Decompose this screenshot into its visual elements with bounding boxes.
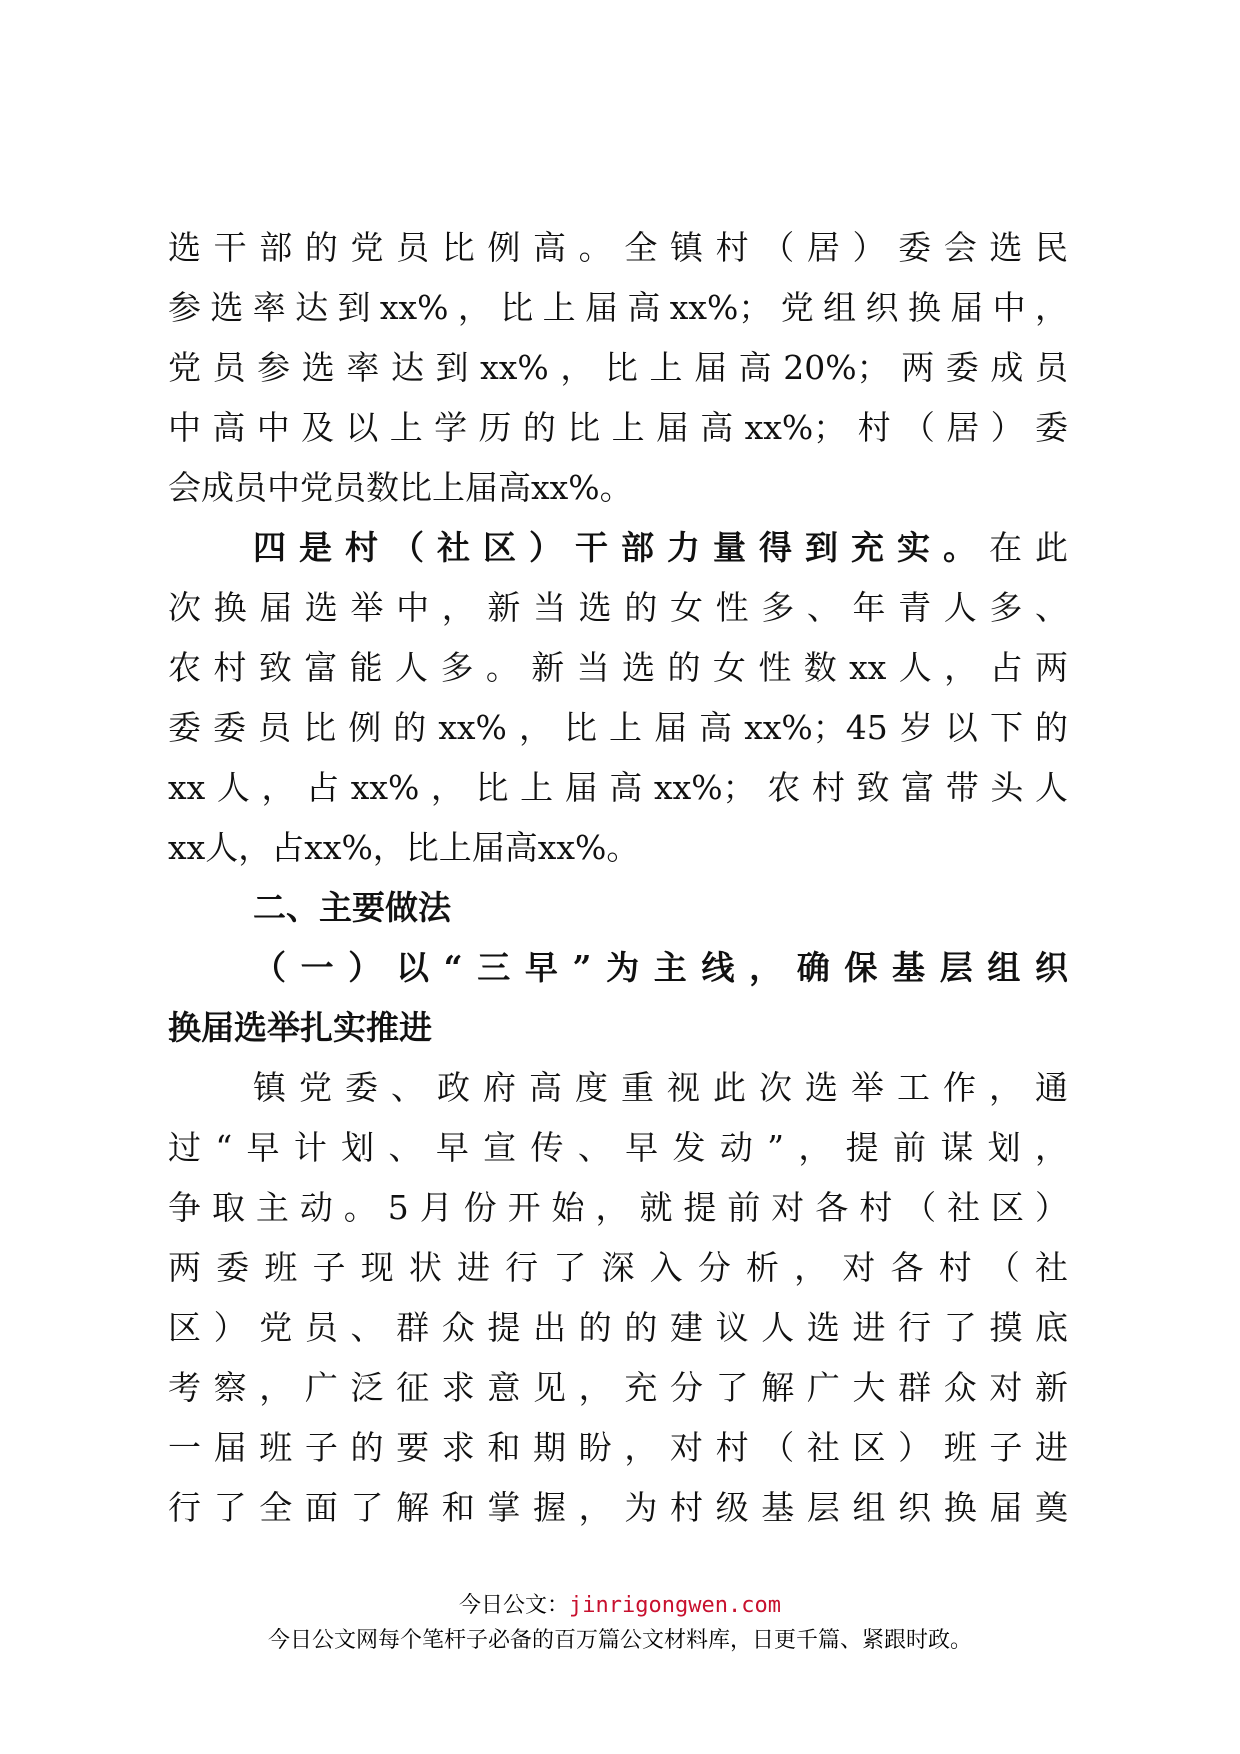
- body-line: 镇党委、政府高度重视此次选举工作，通: [253, 1068, 1068, 1107]
- body-line: 考察，广泛征求意见，充分了解广大群众对新: [168, 1368, 1068, 1407]
- para4-first-line: [253, 518, 1068, 578]
- para4-bold-lead: 四是村（社区）干部力量得到充实。: [253, 528, 989, 567]
- body-line: 参选率达到xx%，比上届高xx%；党组织换届中，: [168, 288, 1068, 327]
- body-line: 委委员比例的xx%，比上届高xx%；45岁以下的: [168, 708, 1068, 747]
- body-line: 选干部的党员比例高。全镇村（居）委会选民: [168, 228, 1068, 267]
- subheading-line-2: 换届选举扎实推进: [168, 1008, 432, 1047]
- body-line: 行了全面了解和掌握，为村级基层组织换届奠: [168, 1488, 1068, 1527]
- body-line: 两委班子现状进行了深入分析，对各村（社: [168, 1248, 1068, 1287]
- body-line: 过“早计划、早宣传、早发动”，提前谋划，: [168, 1128, 1068, 1167]
- body-line: 争取主动。5月份开始，就提前对各村（社区）: [168, 1188, 1068, 1227]
- para4-first-rest: 在此: [989, 528, 1068, 567]
- body-line: 党员参选率达到xx%，比上届高20%；两委成员: [168, 348, 1068, 387]
- footer-url-link[interactable]: jinrigongwen.com: [569, 1593, 781, 1618]
- body-line: 一届班子的要求和期盼，对村（社区）班子进: [168, 1428, 1068, 1467]
- body-line: 区）党员、群众提出的的建议人选进行了摸底: [168, 1308, 1068, 1347]
- body-line: 农村致富能人多。新当选的女性数xx人，占两: [168, 648, 1068, 687]
- footer-site-line: [0, 1590, 1240, 1622]
- body-line: xx人，占xx%，比上届高xx%。: [168, 828, 640, 867]
- body-line: 次换届选举中，新当选的女性多、年青人多、: [168, 588, 1068, 627]
- subheading-line-1: （一）以“三早”为主线，确保基层组织: [253, 948, 1068, 987]
- body-line: xx人，占xx%，比上届高xx%；农村致富带头人: [168, 768, 1068, 807]
- footer-tagline: 今日公文网每个笔杆子必备的百万篇公文材料库，日更千篇、紧跟时政。: [267, 1628, 972, 1653]
- body-line: 会成员中党员数比上届高xx%。: [168, 468, 633, 507]
- footer-label: 今日公文：: [459, 1593, 570, 1618]
- section-heading: 二、主要做法: [253, 888, 451, 927]
- body-line: 中高中及以上学历的比上届高xx%；村（居）委: [168, 408, 1068, 447]
